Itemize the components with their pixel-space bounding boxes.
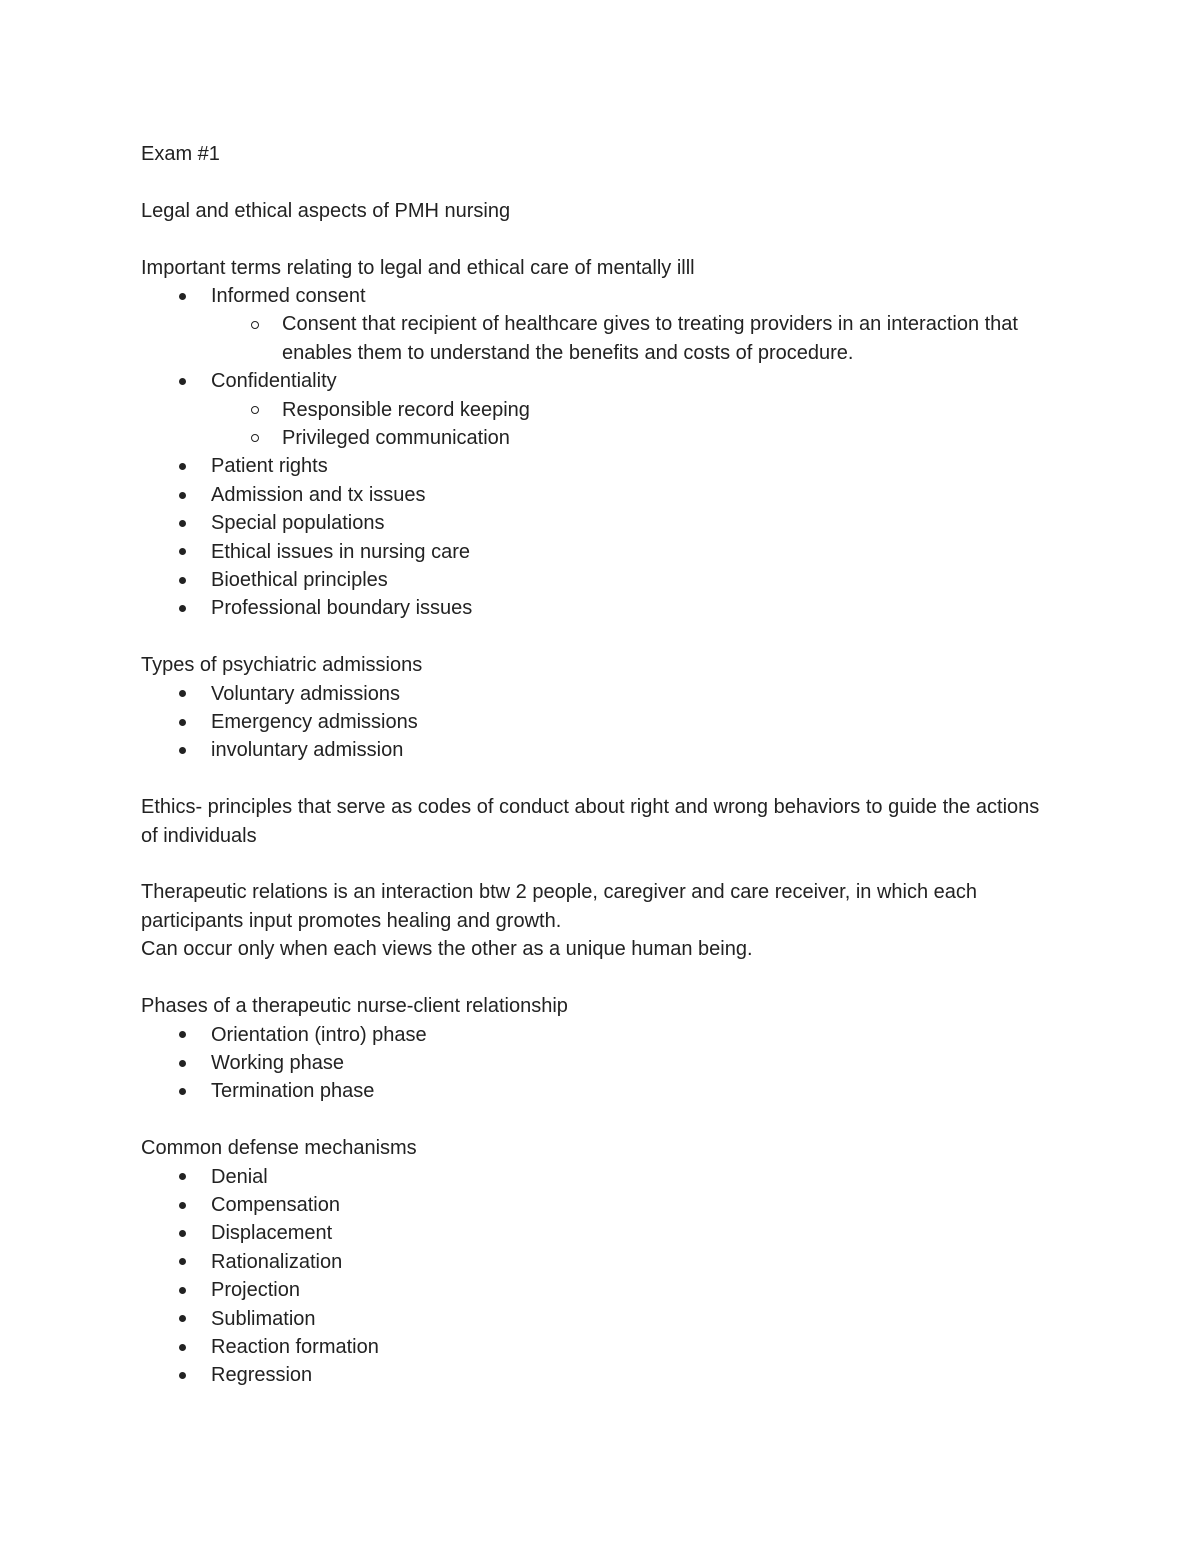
- sub-list-item: [141, 396, 1061, 424]
- list-item-label: Confidentiality: [211, 370, 337, 393]
- list-item-label: Bioethical principles: [211, 569, 388, 592]
- list-item-label: Special populations: [211, 512, 385, 535]
- terms-heading: Important terms relating to legal and ethical care of mentally illl: [141, 256, 695, 279]
- list-item: [141, 680, 1061, 708]
- bullet-dot-icon: [179, 481, 186, 509]
- list-item-label: Projection: [211, 1279, 300, 1302]
- list-item: [141, 736, 1061, 764]
- spacer: [141, 964, 1061, 992]
- list-item: [141, 509, 1061, 537]
- bullet-dot-icon: [179, 1305, 186, 1333]
- list-item: [141, 538, 1061, 566]
- list-item-label: Ethical issues in nursing care: [211, 540, 471, 563]
- spacer: [141, 168, 1061, 196]
- bullet-dot-icon: [179, 708, 186, 736]
- spacer: [141, 850, 1061, 878]
- list-item-label: Voluntary admissions: [211, 682, 400, 705]
- bullet-circle-icon: [251, 424, 259, 452]
- bullet-dot-icon: [179, 282, 186, 310]
- sub-list-item-label: Privileged communication: [282, 427, 510, 450]
- list-item-label: Termination phase: [211, 1080, 375, 1103]
- list-item-label: Professional boundary issues: [211, 597, 473, 620]
- list-item-label: Orientation (intro) phase: [211, 1023, 427, 1046]
- list-item-label: Denial: [211, 1165, 268, 1188]
- bullet-dot-icon: [179, 1163, 186, 1191]
- ethics-paragraph: Ethics- principles that serve as codes of conduct about right and wrong behaviors to guide the actions of individuals: [141, 796, 1040, 847]
- defense-heading: Common defense mechanisms: [141, 1137, 417, 1160]
- list-item-label: Emergency admissions: [211, 711, 418, 734]
- list-item-label: Regression: [211, 1364, 313, 1387]
- bullet-dot-icon: [179, 1333, 186, 1361]
- list-item-label: Compensation: [211, 1193, 340, 1216]
- list-item: [141, 708, 1061, 736]
- list-item-label: Displacement: [211, 1222, 333, 1245]
- spacer: [141, 623, 1061, 651]
- bullet-dot-icon: [179, 680, 186, 708]
- bullet-dot-icon: [179, 1219, 186, 1247]
- bullet-dot-icon: [179, 1248, 186, 1276]
- bullet-dot-icon: [179, 367, 186, 395]
- admissions-list: [141, 680, 1061, 765]
- list-item: [141, 1248, 1061, 1276]
- bullet-dot-icon: [179, 1276, 186, 1304]
- list-item-label: Rationalization: [211, 1250, 343, 1273]
- list-item: [141, 1305, 1061, 1333]
- bullet-dot-icon: [179, 736, 186, 764]
- sub-list-item-label: Responsible record keeping: [282, 398, 530, 421]
- list-item: [141, 1333, 1061, 1361]
- bullet-dot-icon: [179, 594, 186, 622]
- bullet-dot-icon: [179, 1361, 186, 1389]
- defense-list: [141, 1163, 1061, 1390]
- list-item: [141, 1077, 1061, 1105]
- sub-list-item-label: Consent that recipient of healthcare gives to treating providers in an interaction that enables them to understand the benefits and costs of procedure.: [282, 313, 1018, 364]
- phases-list: [141, 1021, 1061, 1106]
- list-item: [141, 282, 1061, 310]
- list-item-label: Reaction formation: [211, 1335, 379, 1358]
- list-item: [141, 481, 1061, 509]
- bullet-circle-icon: [251, 310, 259, 338]
- list-item: [141, 367, 1061, 395]
- list-item: [141, 1191, 1061, 1219]
- list-item-label: Informed consent: [211, 285, 366, 307]
- bullet-dot-icon: [179, 1077, 186, 1105]
- bullet-dot-icon: [179, 452, 186, 480]
- list-item-label: Working phase: [211, 1051, 345, 1074]
- spacer: [141, 1106, 1061, 1134]
- document-page: [141, 140, 1061, 1390]
- bullet-dot-icon: [179, 509, 186, 537]
- list-item: [141, 1276, 1061, 1304]
- list-item: [141, 1049, 1061, 1077]
- admissions-heading: Types of psychiatric admissions: [141, 654, 423, 677]
- list-item: [141, 1021, 1061, 1049]
- list-item: [141, 1163, 1061, 1191]
- list-item-label: Patient rights: [211, 455, 328, 478]
- spacer: [141, 765, 1061, 793]
- therapeutic-paragraph: Therapeutic relations is an interaction btw 2 people, caregiver and care receiver, in which each participants input promotes healing and growth.: [141, 881, 978, 932]
- list-item: [141, 566, 1061, 594]
- list-item: [141, 1361, 1061, 1389]
- list-item: [141, 452, 1061, 480]
- list-item-label: involuntary admission: [211, 739, 404, 762]
- list-item-label: Admission and tx issues: [211, 483, 426, 506]
- spacer: [141, 225, 1061, 253]
- sub-list-item: [141, 424, 1061, 452]
- bullet-dot-icon: [179, 566, 186, 594]
- bullet-circle-icon: [251, 396, 259, 424]
- terms-list: [141, 282, 1061, 623]
- bullet-dot-icon: [179, 538, 186, 566]
- list-item-label: Sublimation: [211, 1307, 316, 1330]
- list-item: [141, 594, 1061, 622]
- bullet-dot-icon: [179, 1191, 186, 1219]
- sub-list-item: [141, 310, 1061, 367]
- therapeutic-paragraph-2: Can occur only when each views the other as a unique human being.: [141, 938, 753, 961]
- section-title: Legal and ethical aspects of PMH nursing: [141, 199, 511, 222]
- bullet-dot-icon: [179, 1049, 186, 1077]
- document-title: Exam #1: [141, 143, 220, 165]
- list-item: [141, 1219, 1061, 1247]
- phases-heading: Phases of a therapeutic nurse-client relationship: [141, 995, 568, 1018]
- bullet-dot-icon: [179, 1021, 186, 1049]
